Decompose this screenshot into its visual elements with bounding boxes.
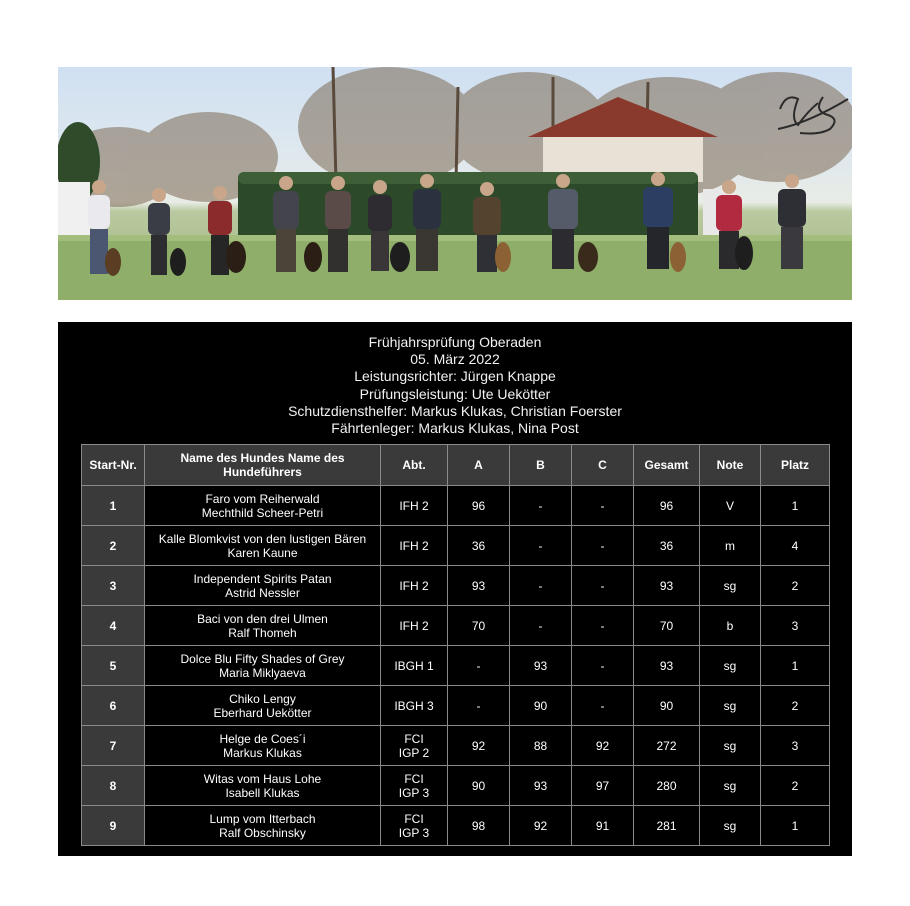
cell-platz: 4: [761, 526, 830, 566]
col-name-dog: Name des Hundes: [180, 451, 285, 465]
table-row: [82, 806, 830, 846]
cell-a: 96: [448, 486, 510, 526]
cell-note: sg: [700, 646, 761, 686]
cell-platz: 3: [761, 606, 830, 646]
cell-gesamt: 93: [634, 566, 700, 606]
exam-lead-line: Prüfungsleistung: Ute Uekötter: [359, 385, 551, 402]
cell-abt: [381, 526, 448, 566]
cell-a: 36: [448, 526, 510, 566]
results-table: [81, 444, 830, 846]
col-platz: Platz: [761, 445, 830, 486]
cell-c: -: [572, 646, 634, 686]
cell-gesamt: 93: [634, 646, 700, 686]
handler-name: Maria Miklyaeva: [219, 665, 306, 680]
cell-note: sg: [700, 726, 761, 766]
cell-names: [145, 766, 381, 806]
table-row: [82, 686, 830, 726]
cell-note: sg: [700, 566, 761, 606]
cell-platz: 3: [761, 726, 830, 766]
results-panel: [58, 322, 852, 856]
col-start: Start-Nr.: [82, 445, 145, 486]
dog-name: Chiko Lengy: [229, 691, 296, 706]
cell-a: 70: [448, 606, 510, 646]
cell-c: -: [572, 526, 634, 566]
col-name: [145, 445, 381, 486]
cell-start-nr: 8: [82, 766, 145, 806]
abt-line-1: FCI: [404, 811, 424, 826]
cell-note: V: [700, 486, 761, 526]
cell-note: sg: [700, 686, 761, 726]
cell-gesamt: 90: [634, 686, 700, 726]
track-layer-line: Fährtenleger: Markus Klukas, Nina Post: [331, 420, 579, 437]
table-header-row: [82, 445, 830, 486]
cell-b: -: [510, 526, 572, 566]
cell-c: -: [572, 606, 634, 646]
cell-c: -: [572, 486, 634, 526]
cell-b: 90: [510, 686, 572, 726]
abt-line-1: IBGH 1: [394, 658, 434, 673]
cell-a: 92: [448, 726, 510, 766]
cell-start-nr: 4: [82, 606, 145, 646]
cell-b: 88: [510, 726, 572, 766]
cell-note: sg: [700, 766, 761, 806]
col-a: A: [448, 445, 510, 486]
cell-b: -: [510, 606, 572, 646]
dog-name: Helge de Coes´i: [219, 731, 306, 746]
cell-start-nr: 2: [82, 526, 145, 566]
col-note: Note: [700, 445, 761, 486]
event-date: 05. März 2022: [410, 351, 500, 368]
cell-start-nr: 7: [82, 726, 145, 766]
handler-name: Astrid Nessler: [225, 585, 300, 600]
cell-gesamt: 281: [634, 806, 700, 846]
cell-names: [145, 606, 381, 646]
dog-name: Dolce Blu Fifty Shades of Grey: [180, 651, 345, 666]
col-gesamt: Gesamt: [634, 445, 700, 486]
cell-abt: [381, 766, 448, 806]
cell-a: 90: [448, 766, 510, 806]
cell-platz: 2: [761, 766, 830, 806]
dog-name: Faro vom Reiherwald: [205, 491, 320, 506]
cell-abt: [381, 806, 448, 846]
abt-line-1: IFH 2: [399, 578, 429, 593]
dog-name: Witas vom Haus Lohe: [203, 771, 322, 786]
cell-note: sg: [700, 806, 761, 846]
table-row: [82, 526, 830, 566]
cell-start-nr: 5: [82, 646, 145, 686]
cell-platz: 2: [761, 566, 830, 606]
cell-platz: 1: [761, 646, 830, 686]
cell-platz: 1: [761, 806, 830, 846]
abt-line-2: IGP 3: [398, 785, 430, 800]
handler-name: Mechthild Scheer-Petri: [201, 505, 324, 520]
table-row: [82, 566, 830, 606]
helper-line: Schutzdiensthelfer: Markus Klukas, Christian Foerster: [288, 402, 622, 419]
abt-line-1: IFH 2: [399, 498, 429, 513]
cell-abt: [381, 486, 448, 526]
cell-names: [145, 486, 381, 526]
cell-a: -: [448, 686, 510, 726]
table-row: [82, 766, 830, 806]
cell-names: [145, 526, 381, 566]
cell-names: [145, 806, 381, 846]
cell-b: 93: [510, 766, 572, 806]
col-name-handler: Name des Hundeführers: [223, 451, 345, 479]
cell-start-nr: 6: [82, 686, 145, 726]
cell-start-nr: 1: [82, 486, 145, 526]
group-photo-illustration: [58, 67, 852, 300]
cell-b: -: [510, 566, 572, 606]
table-row: [82, 726, 830, 766]
handler-name: Karen Kaune: [227, 545, 298, 560]
handler-name: Eberhard Uekötter: [213, 705, 312, 720]
handler-name: Ralf Thomeh: [228, 625, 297, 640]
col-c: C: [572, 445, 634, 486]
table-row: [82, 606, 830, 646]
cell-abt: [381, 566, 448, 606]
handler-name: Ralf Obschinsky: [219, 825, 306, 840]
cell-abt: [381, 726, 448, 766]
group-photo: [58, 67, 852, 300]
dog-name: Baci von den drei Ulmen: [197, 611, 328, 626]
table-row: [82, 646, 830, 686]
cell-gesamt: 36: [634, 526, 700, 566]
abt-line-2: IGP 3: [398, 825, 430, 840]
cell-c: 92: [572, 726, 634, 766]
dog-name: Lump vom Itterbach: [209, 811, 316, 826]
cell-platz: 2: [761, 686, 830, 726]
abt-line-1: IFH 2: [399, 538, 429, 553]
cell-names: [145, 726, 381, 766]
cell-abt: [381, 686, 448, 726]
abt-line-1: IFH 2: [399, 618, 429, 633]
abt-line-2: IGP 2: [398, 745, 430, 760]
cell-start-nr: 3: [82, 566, 145, 606]
event-title: Frühjahrsprüfung Oberaden: [368, 334, 542, 350]
dog-name: Kalle Blomkvist von den lustigen Bären: [158, 531, 367, 546]
cell-abt: [381, 606, 448, 646]
cell-b: 92: [510, 806, 572, 846]
cell-names: [145, 686, 381, 726]
cell-names: [145, 566, 381, 606]
cell-b: 93: [510, 646, 572, 686]
col-abt: Abt.: [381, 445, 448, 486]
cell-a: 98: [448, 806, 510, 846]
cell-abt: [381, 646, 448, 686]
cell-gesamt: 272: [634, 726, 700, 766]
abt-line-1: FCI: [404, 731, 424, 746]
cell-a: -: [448, 646, 510, 686]
cell-c: -: [572, 566, 634, 606]
judge-line: Leistungsrichter: Jürgen Knappe: [354, 368, 556, 385]
cell-a: 93: [448, 566, 510, 606]
table-row: [82, 486, 830, 526]
cell-c: 97: [572, 766, 634, 806]
cell-start-nr: 9: [82, 806, 145, 846]
handler-name: Markus Klukas: [223, 745, 302, 760]
cell-note: b: [700, 606, 761, 646]
cell-c: -: [572, 686, 634, 726]
cell-gesamt: 280: [634, 766, 700, 806]
handler-name: Isabell Klukas: [225, 785, 300, 800]
cell-gesamt: 70: [634, 606, 700, 646]
abt-line-1: FCI: [404, 771, 424, 786]
dog-name: Independent Spirits Patan: [193, 571, 332, 586]
cell-platz: 1: [761, 486, 830, 526]
cell-names: [145, 646, 381, 686]
event-header: [58, 334, 852, 437]
col-b: B: [510, 445, 572, 486]
cell-b: -: [510, 486, 572, 526]
cell-note: m: [700, 526, 761, 566]
cell-c: 91: [572, 806, 634, 846]
abt-line-1: IBGH 3: [394, 698, 434, 713]
cell-gesamt: 96: [634, 486, 700, 526]
